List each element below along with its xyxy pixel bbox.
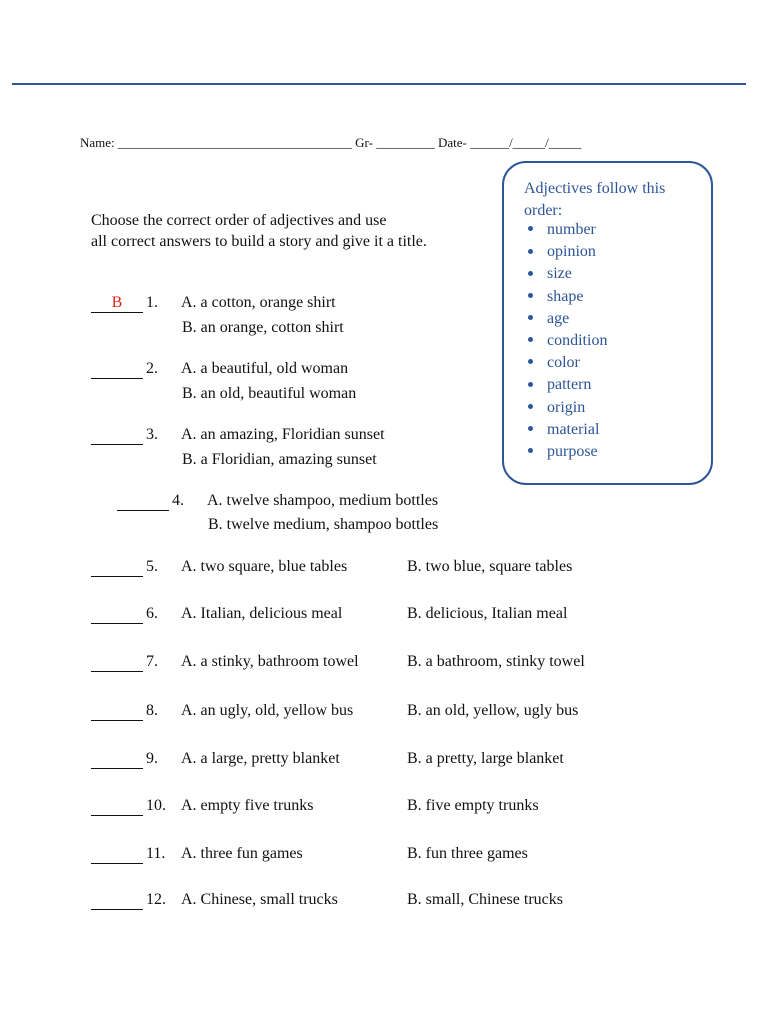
- answer-value: [91, 845, 143, 864]
- adjective-order-label: purpose: [547, 442, 598, 460]
- adjective-order-item: [524, 219, 607, 241]
- option-b[interactable]: B. fun three games: [407, 845, 528, 862]
- adjective-order-list: [524, 219, 607, 463]
- adjective-order-item: [524, 263, 607, 285]
- question-number: 2.: [146, 360, 158, 377]
- answer-value: [91, 605, 143, 624]
- answer-value: [91, 653, 143, 672]
- question-number: 7.: [146, 653, 158, 670]
- bullet-icon: [528, 426, 533, 431]
- bullet-icon: [528, 315, 533, 320]
- answer-blank[interactable]: [91, 360, 143, 379]
- option-b[interactable]: B. a bathroom, stinky towel: [407, 653, 585, 670]
- option-a[interactable]: A. three fun games: [181, 845, 303, 862]
- option-b[interactable]: B. five empty trunks: [407, 797, 539, 814]
- adjective-order-label: size: [547, 265, 572, 283]
- adjective-order-label: material: [547, 420, 600, 438]
- instructions-line-1: Choose the correct order of adjectives and use: [91, 212, 387, 229]
- answer-blank[interactable]: [91, 891, 143, 910]
- option-a[interactable]: A. twelve shampoo, medium bottles: [207, 492, 439, 509]
- answer-value: [91, 750, 143, 769]
- date-field-label[interactable]: Date- ______/_____/_____: [437, 135, 582, 150]
- question-number: 12.: [146, 891, 166, 908]
- option-b[interactable]: B. an orange, cotton shirt: [182, 319, 344, 336]
- answer-blank[interactable]: [91, 845, 143, 864]
- instructions-line-2: all correct answers to build a story and give it a title.: [91, 233, 427, 250]
- answer-blank[interactable]: [91, 426, 143, 445]
- answer-blank[interactable]: [117, 492, 169, 511]
- question-number: 9.: [146, 750, 158, 767]
- question-number: 4.: [172, 492, 184, 509]
- student-info-line: [80, 135, 581, 151]
- question-number: 5.: [146, 558, 158, 575]
- option-b[interactable]: B. an old, beautiful woman: [182, 385, 357, 402]
- option-a[interactable]: A. an ugly, old, yellow bus: [181, 702, 354, 719]
- option-b[interactable]: B. two blue, square tables: [407, 558, 573, 575]
- option-a[interactable]: A. an amazing, Floridian sunset: [181, 426, 385, 443]
- option-a[interactable]: A. two square, blue tables: [181, 558, 348, 575]
- grade-field-label[interactable]: Gr- _________: [355, 135, 435, 150]
- bullet-icon: [528, 404, 533, 409]
- adjective-order-title: Adjectives follow this order:: [524, 180, 666, 219]
- bullet-icon: [528, 359, 533, 364]
- adjective-order-label: shape: [547, 287, 584, 305]
- name-field-label[interactable]: Name: ____________________________________: [80, 135, 352, 150]
- answer-value: [117, 492, 169, 511]
- option-b[interactable]: B. twelve medium, shampoo bottles: [208, 516, 439, 533]
- option-b[interactable]: B. delicious, Italian meal: [407, 605, 568, 622]
- option-b[interactable]: B. small, Chinese trucks: [407, 891, 563, 908]
- answer-value: [91, 558, 143, 577]
- header-rule: [12, 83, 746, 85]
- bullet-icon: [528, 293, 533, 298]
- answer-value: [91, 426, 143, 445]
- question-number: 1.: [146, 294, 158, 311]
- adjective-order-item: [524, 374, 607, 396]
- answer-value: B: [91, 294, 143, 313]
- option-b[interactable]: B. a pretty, large blanket: [407, 750, 564, 767]
- option-a[interactable]: A. a beautiful, old woman: [181, 360, 349, 377]
- question-number: 10.: [146, 797, 166, 814]
- adjective-order-label: opinion: [547, 243, 596, 261]
- bullet-icon: [528, 382, 533, 387]
- adjective-order-label: age: [547, 309, 570, 327]
- bullet-icon: [528, 448, 533, 453]
- bullet-icon: [528, 249, 533, 254]
- answer-blank[interactable]: [91, 605, 143, 624]
- option-a[interactable]: A. Chinese, small trucks: [181, 891, 338, 908]
- adjective-order-label: condition: [547, 331, 608, 349]
- adjective-order-item: [524, 241, 607, 263]
- answer-value: [91, 360, 143, 379]
- adjective-order-label: number: [547, 221, 596, 238]
- bullet-icon: [528, 226, 533, 231]
- answer-value: [91, 891, 143, 910]
- option-a[interactable]: A. Italian, delicious meal: [181, 605, 343, 622]
- option-a[interactable]: A. a stinky, bathroom towel: [181, 653, 359, 670]
- bullet-icon: [528, 337, 533, 342]
- answer-blank[interactable]: [91, 653, 143, 672]
- answer-value: [91, 702, 143, 721]
- answer-value: [91, 797, 143, 816]
- answer-blank[interactable]: [91, 750, 143, 769]
- adjective-order-item: [524, 308, 607, 330]
- instructions: [91, 210, 471, 252]
- adjective-order-item: [524, 419, 607, 441]
- option-b[interactable]: B. an old, yellow, ugly bus: [407, 702, 579, 719]
- adjective-order-item: [524, 441, 607, 463]
- adjective-order-label: origin: [547, 398, 586, 416]
- answer-blank[interactable]: [91, 558, 143, 577]
- adjective-order-item: [524, 286, 607, 308]
- adjective-order-label: pattern: [547, 376, 592, 394]
- question-number: 3.: [146, 426, 158, 443]
- answer-blank[interactable]: [91, 797, 143, 816]
- option-a[interactable]: A. a large, pretty blanket: [181, 750, 340, 767]
- question-number: 8.: [146, 702, 158, 719]
- adjective-order-item: [524, 352, 607, 374]
- bullet-icon: [528, 271, 533, 276]
- adjective-order-item: [524, 397, 607, 419]
- option-b[interactable]: B. a Floridian, amazing sunset: [182, 451, 377, 468]
- adjective-order-label: color: [547, 354, 580, 372]
- answer-blank[interactable]: [91, 702, 143, 721]
- adjective-order-box: [502, 161, 713, 485]
- adjective-order-item: [524, 330, 607, 352]
- question-number: 11.: [146, 845, 166, 862]
- answer-blank[interactable]: [91, 294, 143, 313]
- option-a[interactable]: A. a cotton, orange shirt: [181, 294, 336, 311]
- option-a[interactable]: A. empty five trunks: [181, 797, 314, 814]
- question-number: 6.: [146, 605, 158, 622]
